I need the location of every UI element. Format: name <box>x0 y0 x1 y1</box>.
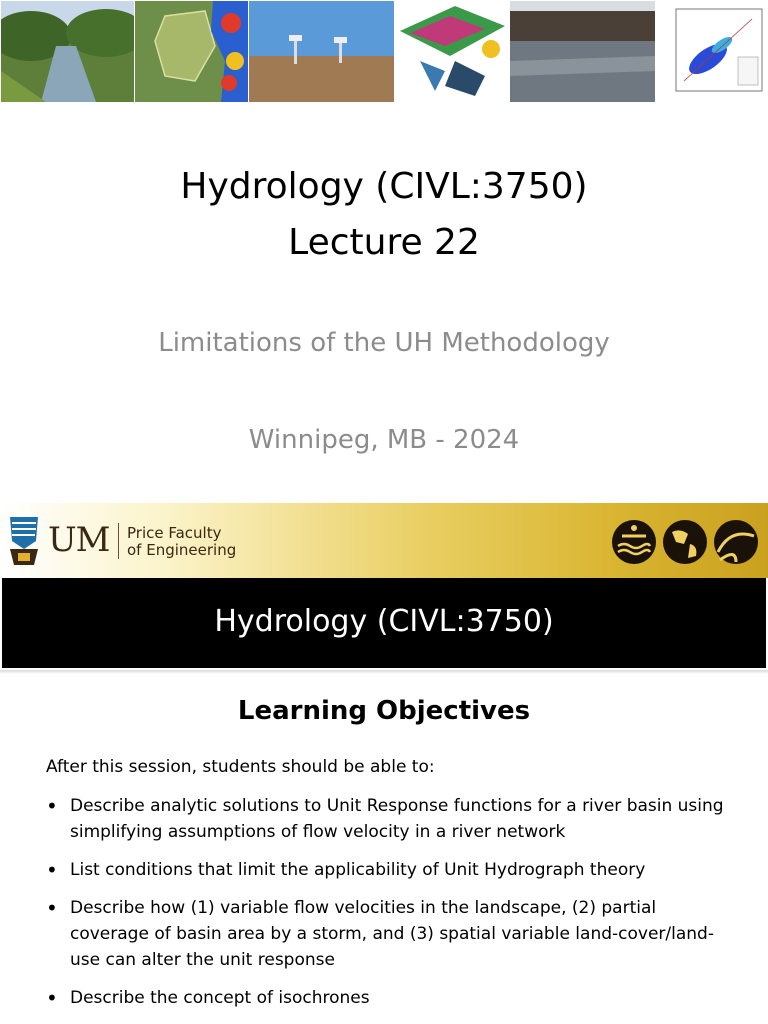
course-header-title: Hydrology (CIVL:3750) <box>214 604 554 639</box>
river-winter-photo <box>510 1 655 102</box>
3d-model-figure <box>395 1 509 102</box>
university-crest-icon <box>6 513 42 569</box>
objectives-slide <box>0 503 768 1024</box>
objectives-heading: Learning Objectives <box>237 696 531 726</box>
watershed-map <box>135 1 248 102</box>
objective-item: • List conditions that limit the applicability of Unit Hydrograph theory <box>46 857 736 883</box>
faculty-name-line2: of Engineering <box>127 541 237 559</box>
objectives-intro: After this session, students should be able to: <box>46 757 435 777</box>
objective-item: • Describe analytic solutions to Unit Response functions for a river basin using simplifying assumptions of flow velocity in a river network <box>46 793 736 845</box>
faculty-name-line1: Price Faculty <box>127 524 222 542</box>
title-slide <box>0 0 768 492</box>
river-photo <box>1 1 134 102</box>
objective-item: • Describe how (1) variable flow velocities in the landscape, (2) partial coverage of basin area by a storm, and (3) spatial variable land-cover/land-use can alter the unit response <box>46 895 736 973</box>
course-header-band <box>2 578 766 668</box>
objectives-list <box>46 793 736 1023</box>
header-divider <box>0 670 768 674</box>
globe-icon <box>663 520 707 564</box>
river-road-icon <box>714 520 758 564</box>
lecture-number: Lecture 22 <box>288 222 480 263</box>
field-station-photo <box>249 1 394 102</box>
objective-item: • Describe the concept of isochrones <box>46 985 736 1011</box>
lecture-title: Hydrology (CIVL:3750) <box>180 166 588 207</box>
water-waves-icon <box>612 520 656 564</box>
peak-flow-scatter-plot <box>656 1 768 102</box>
university-logo-letters: UM <box>48 520 110 560</box>
lecture-subtitle: Limitations of the UH Methodology <box>158 328 610 358</box>
logo-divider <box>118 523 119 559</box>
faculty-name <box>127 525 236 559</box>
photo-strip <box>0 0 768 103</box>
lecture-location-year: Winnipeg, MB - 2024 <box>248 425 520 455</box>
university-banner <box>0 503 768 578</box>
theme-icons <box>610 518 760 566</box>
